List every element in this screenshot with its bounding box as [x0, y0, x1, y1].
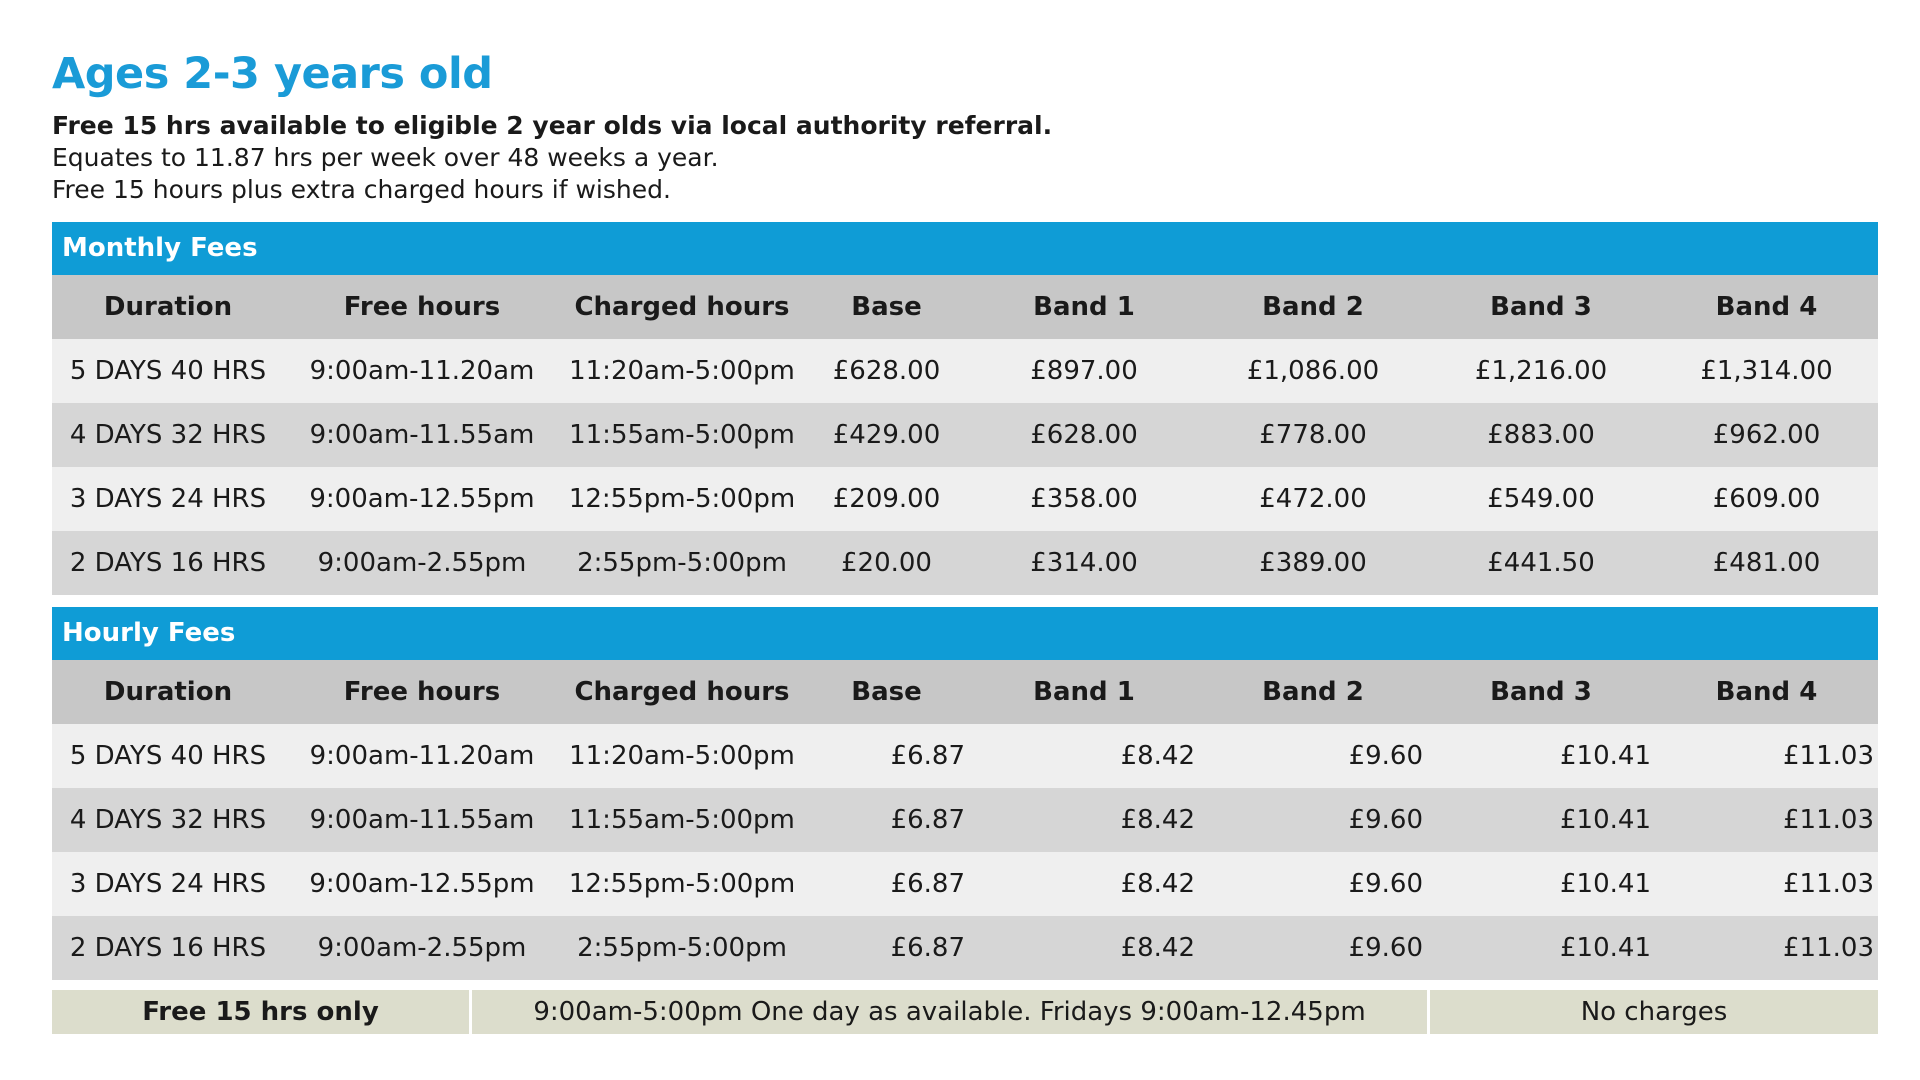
charged-hours-cell: 12:55pm-5:00pm	[568, 869, 796, 899]
free-hours-only-row	[52, 990, 1878, 1034]
base-fee-cell: £20.00	[841, 548, 932, 578]
band-1-fee-cell: £897.00	[1030, 356, 1138, 386]
band-2-rate-cell: £9.60	[1348, 805, 1423, 835]
base-rate-cell: £6.87	[890, 805, 965, 835]
free-hours-cell: 9:00am-12.55pm	[309, 869, 535, 899]
band-3-fee-cell: £883.00	[1487, 420, 1595, 450]
duration-cell: 5 DAYS 40 HRS	[69, 741, 267, 771]
free-hours-only-table	[52, 990, 1878, 1034]
base-rate-cell: £6.87	[890, 741, 965, 771]
band-4-rate-cell: £11.03	[1783, 869, 1874, 899]
base-rate-cell: £6.87	[890, 933, 965, 963]
col-header-charged-hours: Charged hours	[574, 677, 790, 707]
free-hours-cell: 9:00am-2.55pm	[317, 548, 527, 578]
col-header-band-1: Band 1	[1033, 292, 1135, 322]
charged-hours-cell: 2:55pm-5:00pm	[577, 548, 787, 578]
col-header-band-4: Band 4	[1715, 292, 1818, 322]
charged-hours-cell: 11:55am-5:00pm	[569, 420, 795, 450]
free-hours-cell: 9:00am-11.20am	[309, 741, 535, 771]
charged-hours-cell: 11:20am-5:00pm	[569, 741, 795, 771]
band-2-rate-cell: £9.60	[1348, 933, 1423, 963]
free-hours-cell: 9:00am-12.55pm	[309, 484, 535, 514]
duration-cell: 4 DAYS 32 HRS	[69, 420, 267, 450]
band-1-rate-cell: £8.42	[1120, 869, 1195, 899]
table-row	[52, 852, 1878, 916]
eligibility-note: Free 15 hrs available to eligible 2 year olds via local authority referral.	[52, 111, 1053, 140]
charged-hours-cell: 12:55pm-5:00pm	[568, 484, 796, 514]
band-4-fee-cell: £481.00	[1712, 548, 1821, 578]
band-3-rate-cell: £10.41	[1560, 933, 1651, 963]
free-hours-only-charges: No charges	[1430, 990, 1878, 1034]
base-fee-cell: £429.00	[832, 420, 941, 450]
col-header-base: Base	[851, 292, 922, 322]
band-1-rate-cell: £8.42	[1120, 805, 1195, 835]
band-4-fee-cell: £609.00	[1712, 484, 1821, 514]
monthly-header-row	[52, 275, 1878, 339]
duration-cell: 5 DAYS 40 HRS	[69, 356, 267, 386]
band-4-rate-cell: £11.03	[1783, 933, 1874, 963]
free-hours-only-times: 9:00am-5:00pm One day as available. Fridays 9:00am-12.45pm	[472, 990, 1430, 1034]
table-row	[52, 403, 1878, 467]
table-row	[52, 788, 1878, 852]
band-2-rate-cell: £9.60	[1348, 869, 1423, 899]
free-hours-cell: 9:00am-11.20am	[309, 356, 535, 386]
col-header-free-hours: Free hours	[343, 292, 501, 322]
band-4-fee-cell: £962.00	[1712, 420, 1821, 450]
col-header-band-3: Band 3	[1490, 292, 1592, 322]
hourly-fees-table	[52, 660, 1878, 980]
band-1-fee-cell: £628.00	[1030, 420, 1138, 450]
col-header-free-hours: Free hours	[343, 677, 501, 707]
band-1-rate-cell: £8.42	[1120, 741, 1195, 771]
band-2-fee-cell: £389.00	[1259, 548, 1367, 578]
band-3-rate-cell: £10.41	[1560, 869, 1651, 899]
hourly-header-row	[52, 660, 1878, 724]
table-row	[52, 724, 1878, 788]
band-1-fee-cell: £314.00	[1030, 548, 1138, 578]
base-fee-cell: £209.00	[832, 484, 941, 514]
band-1-rate-cell: £8.42	[1120, 933, 1195, 963]
band-4-rate-cell: £11.03	[1783, 741, 1874, 771]
page-title: Ages 2-3 years old	[52, 49, 493, 99]
free-hours-cell: 9:00am-11.55am	[309, 420, 535, 450]
band-1-fee-cell: £358.00	[1030, 484, 1138, 514]
band-3-fee-cell: £549.00	[1487, 484, 1595, 514]
duration-cell: 3 DAYS 24 HRS	[69, 484, 267, 514]
col-header-charged-hours: Charged hours	[574, 292, 790, 322]
base-fee-cell: £628.00	[832, 356, 941, 386]
col-header-band-2: Band 2	[1262, 677, 1364, 707]
hourly-fees-heading: Hourly Fees	[52, 607, 1878, 660]
free-hours-only-label: Free 15 hrs only	[52, 990, 472, 1034]
monthly-fees-heading: Monthly Fees	[52, 222, 1878, 275]
col-header-band-2: Band 2	[1262, 292, 1364, 322]
band-4-rate-cell: £11.03	[1783, 805, 1874, 835]
table-row	[52, 339, 1878, 403]
col-header-band-1: Band 1	[1033, 677, 1135, 707]
free-hours-cell: 9:00am-11.55am	[309, 805, 535, 835]
duration-cell: 4 DAYS 32 HRS	[69, 805, 267, 835]
charged-hours-cell: 11:55am-5:00pm	[569, 805, 795, 835]
intro-text	[52, 110, 1878, 206]
table-row	[52, 531, 1878, 595]
col-header-base: Base	[851, 677, 922, 707]
band-2-fee-cell: £472.00	[1259, 484, 1367, 514]
band-3-fee-cell: £441.50	[1487, 548, 1595, 578]
monthly-fees-table	[52, 275, 1878, 595]
col-header-duration: Duration	[103, 677, 233, 707]
fees-page	[52, 44, 1878, 1034]
extra-hours-note: Free 15 hours plus extra charged hours if wished.	[52, 175, 671, 204]
charged-hours-cell: 2:55pm-5:00pm	[577, 933, 787, 963]
col-header-duration: Duration	[103, 292, 233, 322]
band-3-fee-cell: £1,216.00	[1474, 356, 1608, 386]
duration-cell: 3 DAYS 24 HRS	[69, 869, 267, 899]
band-4-fee-cell: £1,314.00	[1700, 356, 1833, 386]
duration-cell: 2 DAYS 16 HRS	[69, 548, 267, 578]
band-3-rate-cell: £10.41	[1560, 741, 1651, 771]
col-header-band-4: Band 4	[1715, 677, 1818, 707]
charged-hours-cell: 11:20am-5:00pm	[569, 356, 795, 386]
band-2-fee-cell: £1,086.00	[1246, 356, 1380, 386]
duration-cell: 2 DAYS 16 HRS	[69, 933, 267, 963]
table-row	[52, 916, 1878, 980]
free-hours-cell: 9:00am-2.55pm	[317, 933, 527, 963]
col-header-band-3: Band 3	[1490, 677, 1592, 707]
table-row	[52, 467, 1878, 531]
band-2-rate-cell: £9.60	[1348, 741, 1423, 771]
band-3-rate-cell: £10.41	[1560, 805, 1651, 835]
base-rate-cell: £6.87	[890, 869, 965, 899]
hours-equivalence-note: Equates to 11.87 hrs per week over 48 weeks a year.	[52, 143, 719, 172]
band-2-fee-cell: £778.00	[1259, 420, 1367, 450]
